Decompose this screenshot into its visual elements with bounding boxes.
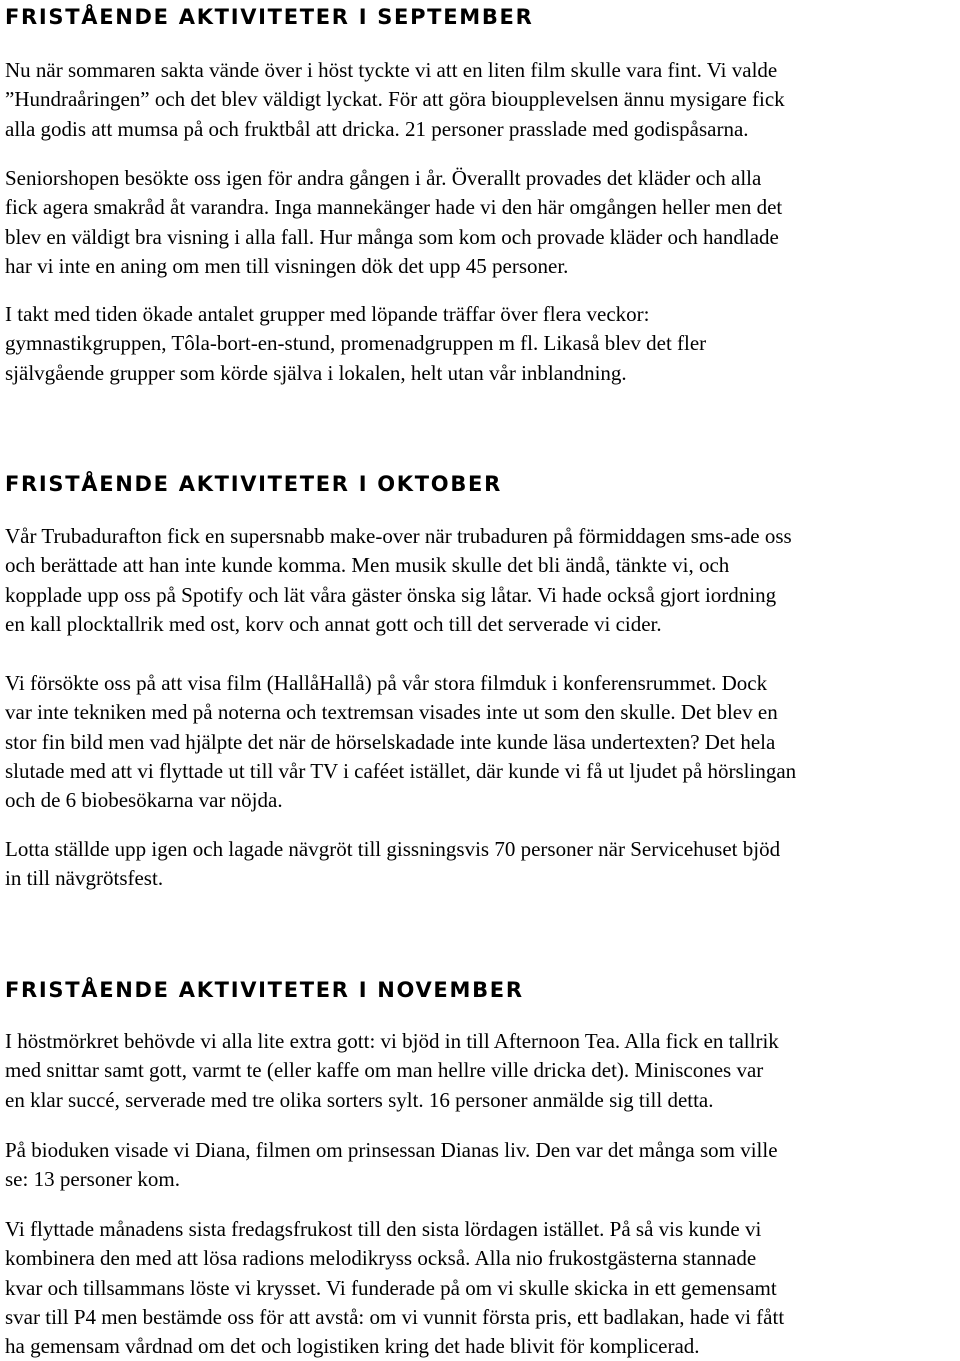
paragraph-grupper: [5, 300, 960, 388]
text-line: har vi inte en aning om men till visningen dök det upp 45 personer.: [5, 253, 569, 278]
text-line: med snittar samt gott, varmt te (eller kaffe om man hellre ville dricka det). Miniscones var: [5, 1058, 764, 1083]
paragraph-film-hundraaringen: [5, 56, 960, 144]
text-line: se: 13 personer kom.: [5, 1167, 180, 1192]
text-line: svar till P4 men bestämde oss för att avstå: om vi vunnit första pris, ett badlakan, hade vi fått: [5, 1304, 785, 1329]
text-line: ha gemensam vårdnad om det och logistiken kring det hade blivit för komplicerad.: [5, 1334, 700, 1359]
section-heading-september: FRISTÅENDE AKTIVITETER I SEPTEMBER: [5, 5, 534, 29]
paragraph-fredagsfrukost: [5, 1215, 960, 1361]
text-line: På bioduken visade vi Diana, filmen om prinsessan Dianas liv. Den var det många som ville: [5, 1138, 778, 1162]
paragraph-seniorshopen: [5, 164, 960, 281]
text-line: alla godis att mumsa på och fruktbål att dricka. 21 personer prasslade med godispåsarna.: [5, 116, 749, 141]
text-line: slutade med att vi flyttade ut till vår TV i caféet istället, där kunde vi få ut ljudet på hörslingan: [5, 758, 797, 783]
text-line: I takt med tiden ökade antalet grupper med löpande träffar över flera veckor:: [5, 302, 650, 326]
text-line: en kall plocktallrik med ost, korv och annat gott och till det serverade vi cider.: [5, 611, 662, 636]
paragraph-film-hallahalla: [5, 669, 960, 815]
text-line: och de 6 biobesökarna var nöjda.: [5, 788, 283, 813]
text-line: stor fin bild men vad hjälpte det när de hörselskadade inte kunde läsa undertexten? Det hela: [5, 729, 776, 754]
paragraph-diana: [5, 1136, 960, 1195]
text-line: var inte tekniken med på noterna och textremsan visades inte ut som den skulle. Det blev en: [5, 700, 778, 725]
section-heading-oktober: FRISTÅENDE AKTIVITETER I OKTOBER: [5, 472, 502, 496]
text-line: blev en väldigt bra visning i alla fall. Hur många som kom och provade kläder och handlade: [5, 224, 779, 249]
text-line: Vi flyttade månadens sista fredagsfrukost till den sista lördagen istället. På så vis kunde vi: [5, 1217, 762, 1241]
paragraph-trubadurafton: [5, 522, 960, 639]
text-line: en klar succé, serverade med tre olika sorters sylt. 16 personer anmälde sig till detta.: [5, 1087, 714, 1112]
text-line: Vi försökte oss på att visa film (HallåHallå) på vår stora filmduk i konferensrummet. Dock: [5, 671, 768, 695]
paragraph-afternoon-tea: [5, 1027, 960, 1115]
text-line: kombinera den med att lösa radions melodikryss också. Alla nio frukostgästerna stannade: [5, 1246, 757, 1271]
text-line: kvar och tillsammans löste vi krysset. Vi funderade på om vi skulle skicka in ett gemensamt: [5, 1275, 777, 1300]
text-line: Vår Trubadurafton fick en supersnabb make-over när trubaduren på förmiddagen sms-ade oss: [5, 524, 792, 548]
text-line: ”Hundraåringen” och det blev väldigt lyckat. För att göra bioupplevelsen ännu mysigare fick: [5, 87, 785, 112]
text-line: Lotta ställde upp igen och lagade nävgröt till gissningsvis 70 personer när Servicehuset bjöd: [5, 837, 781, 861]
text-line: fick agera smakråd åt varandra. Inga mannekänger hade vi den här omgången heller men det: [5, 195, 783, 220]
text-line: kopplade upp oss på Spotify och lät våra gäster önska sig låtar. Vi hade också gjort iordning: [5, 582, 777, 607]
text-line: gymnastikgruppen, Tôla-bort-en-stund, promenadgruppen m fl. Likaså blev det fler: [5, 331, 707, 356]
text-line: in till nävgrötsfest.: [5, 866, 164, 891]
text-line: självgående grupper som körde själva i lokalen, helt utan vår inblandning.: [5, 360, 627, 385]
section-heading-november: FRISTÅENDE AKTIVITETER I NOVEMBER: [5, 978, 524, 1002]
text-line: Nu när sommaren sakta vände över i höst tyckte vi att en liten film skulle vara fint. Vi valde: [5, 58, 778, 82]
text-line: Seniorshopen besökte oss igen för andra gången i år. Överallt provades det kläder och alla: [5, 166, 762, 190]
text-line: I höstmörkret behövde vi alla lite extra gott: vi bjöd in till Afternoon Tea. Alla fick en tallrik: [5, 1029, 779, 1053]
paragraph-navgrot: [5, 835, 960, 894]
text-line: och berättade att han inte kunde komma. Men musik skulle det bli ändå, tänkte vi, och: [5, 553, 730, 578]
